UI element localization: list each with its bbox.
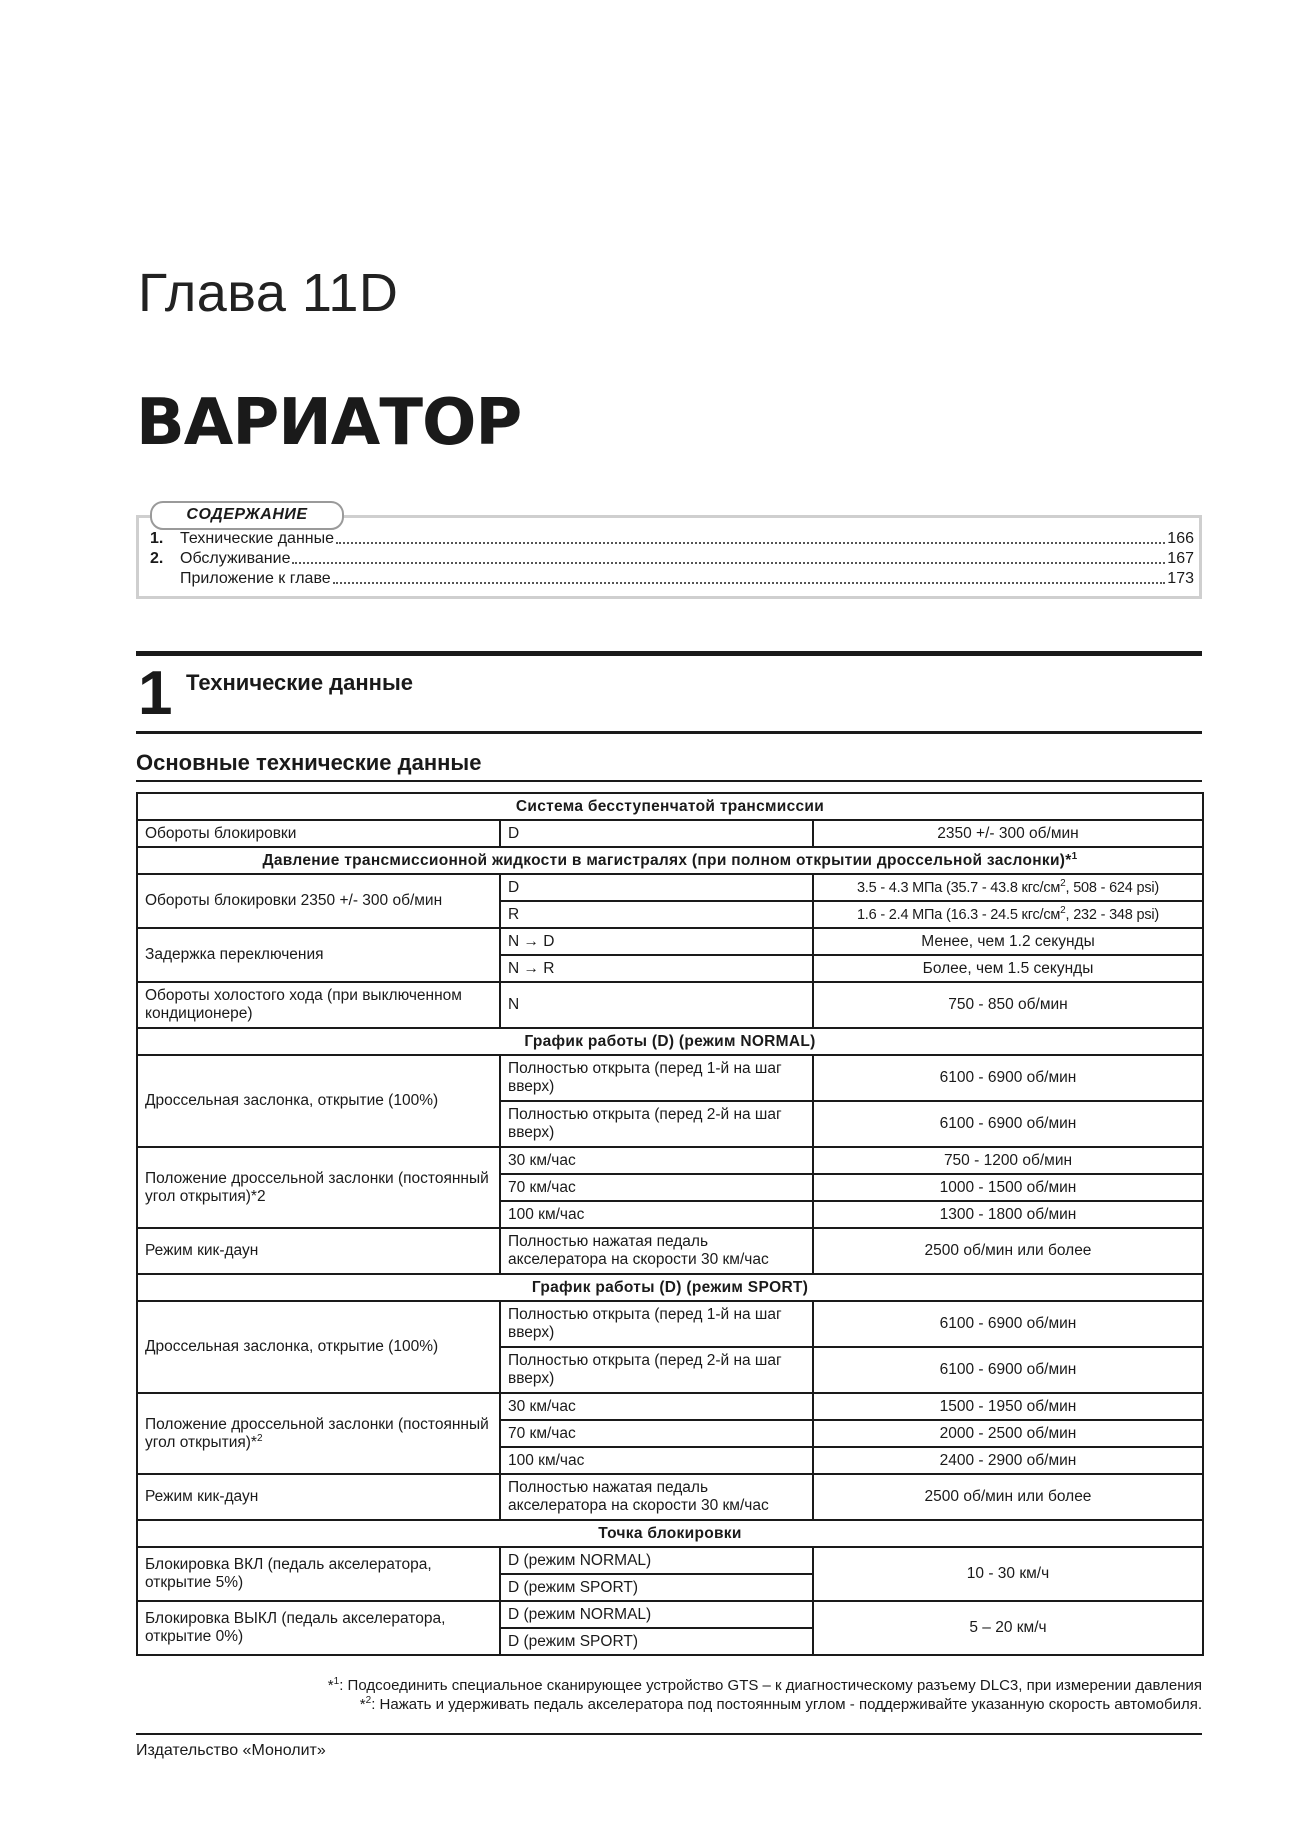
table-group-header: График работы (D) (режим SPORT) [137,1274,1203,1301]
footnote-text: : Подсоединить специальное сканирующее устройство GTS – к диагностическому разъему DLC3, при измерении давления [339,1677,1202,1694]
table-row [137,874,1203,901]
condition-cell: 70 км/час [500,1420,813,1447]
value-cell: 5 – 20 км/ч [813,1601,1203,1655]
chapter-heading: Глава 11D [138,263,399,323]
value-cell [813,901,1203,928]
spec-table [136,792,1204,1656]
condition-cell: 70 км/час [500,1174,813,1201]
section-number: 1 [138,659,173,728]
toc-item-label: Технические данные [180,530,335,547]
value-text: 1.6 - 2.4 МПа (16.3 - 24.5 кгс/см [856,906,1061,923]
param-text: Положение дроссельной заслонки (постоянный угол открытия)* [145,1415,489,1451]
toc-leader [333,569,1166,584]
condition-cell: N [500,982,813,1028]
value-cell: 1500 - 1950 об/мин [813,1393,1203,1420]
section-rule [136,731,1202,734]
footnote-text: : Нажать и удерживать педаль акселератора под постоянным углом - поддерживайте указанную скорость автомобиля. [371,1696,1202,1713]
footnote-mark: 2 [365,1695,372,1706]
value-cell: 750 - 850 об/мин [813,982,1203,1028]
publisher: Издательство «Монолит» [136,1742,326,1759]
table-row [137,1147,1203,1174]
table-group-header: Система бесступенчатой трансмиссии [137,793,1203,820]
condition-cell: 100 км/час [500,1447,813,1474]
param-cell: Дроссельная заслонка, открытие (100%) [137,1301,500,1393]
table-row [137,982,1203,1028]
table-row [137,1547,1203,1574]
footnote-mark: 2 [256,1432,263,1444]
condition-cell: D [500,874,813,901]
header-text: Давление трансмиссионной жидкости в магистралях (при полном открытии дроссельной заслонки)* [262,851,1072,869]
param-cell: Дроссельная заслонка, открытие (100%) [137,1055,500,1147]
table-group-header: Точка блокировки [137,1520,1203,1547]
table-row [137,1028,1203,1055]
value-cell: 6100 - 6900 об/мин [813,1055,1203,1101]
value-cell: 2000 - 2500 об/мин [813,1420,1203,1447]
toc-item[interactable] [150,529,1194,549]
footnote: *$^1$: Подсоединить специальное сканирующее устройство GTS – к диагностическому разъему DLC3, при измерении давления [327,1676,1202,1694]
table-row [137,1393,1203,1420]
table-row [137,1301,1203,1347]
condition-cell: 30 км/час [500,1147,813,1174]
toc-item-label: Обслуживание [180,550,291,567]
param-cell: Задержка переключения [137,928,500,982]
param-cell: Обороты блокировки 2350 +/- 300 об/мин [137,874,500,928]
condition-cell: D (режим NORMAL) [500,1601,813,1628]
toc-tab: СОДЕРЖАНИЕ [150,501,344,530]
value-cell: 2500 об/мин или более [813,1474,1203,1520]
toc-item-page: 166 [1167,530,1194,547]
page-title: ВАРИАТОР [136,386,522,460]
toc-item-number: 2. [150,550,164,567]
table-row [137,1228,1203,1274]
value-text: 3.5 - 4.3 МПа (35.7 - 43.8 кгс/см [856,879,1061,896]
param-cell: Режим кик-даун [137,1228,500,1274]
value-cell: 6100 - 6900 об/мин [813,1347,1203,1393]
table-group-header: График работы (D) (режим NORMAL) [137,1028,1203,1055]
condition-cell: Полностью открыта (перед 1-й на шаг вверх) [500,1301,813,1347]
condition-cell: D (режим SPORT) [500,1628,813,1655]
condition-cell: Полностью открыта (перед 2-й на шаг вверх) [500,1347,813,1393]
condition-cell: Полностью открыта (перед 2-й на шаг вверх) [500,1101,813,1147]
toc-leader [336,529,1165,544]
condition-cell: N → D [500,928,813,955]
condition-cell: D (режим SPORT) [500,1574,813,1601]
table-row [137,1274,1203,1301]
value-cell: 750 - 1200 об/мин [813,1147,1203,1174]
toc-item-page: 167 [1167,550,1194,567]
param-cell [137,1393,500,1474]
section-title: Технические данные [186,670,413,695]
condition-cell: R [500,901,813,928]
section-rule [136,651,1202,656]
subsection-title: Основные технические данные [136,750,482,775]
toc-item[interactable] [150,549,1194,569]
footnotes [136,1676,1202,1714]
param-cell: Режим кик-даун [137,1474,500,1520]
table-row [137,1474,1203,1520]
footnote: *$^2$: Нажать и удерживать педаль акселератора под постоянным углом - поддерживайте указанную скорость автомобиля. [359,1695,1202,1713]
footnote-mark: 1 [1071,850,1078,862]
table-group-header [137,847,1203,874]
toc-item-number: 1. [150,530,164,547]
table-row [137,793,1203,820]
footer-rule [136,1733,1202,1735]
value-cell: Менее, чем 1.2 секунды [813,928,1203,955]
table-row [137,820,1203,847]
condition-cell: D (режим NORMAL) [500,1547,813,1574]
table-row [137,1520,1203,1547]
toc-item-label: Приложение к главе [180,570,331,587]
toc-item[interactable] [150,569,1194,589]
subsection-rule [136,780,1202,782]
toc-item-page: 173 [1167,570,1194,587]
condition-cell: Полностью нажатая педаль акселератора на скорости 30 км/час [500,1228,813,1274]
value-cell: 2400 - 2900 об/мин [813,1447,1203,1474]
value-cell [813,874,1203,901]
param-cell: Обороты холостого хода (при выключенном кондиционере) [137,982,500,1028]
condition-cell: 30 км/час [500,1393,813,1420]
footnote-mark: 1 [333,1676,340,1687]
value-cell: Более, чем 1.5 секунды [813,955,1203,982]
superscript: 2 [1060,904,1066,916]
condition-cell: 100 км/час [500,1201,813,1228]
value-cell: 1000 - 1500 об/мин [813,1174,1203,1201]
condition-cell: Полностью открыта (перед 1-й на шаг вверх) [500,1055,813,1101]
value-text: , 232 - 348 psi) [1065,906,1160,923]
condition-cell: Полностью нажатая педаль акселератора на скорости 30 км/час [500,1474,813,1520]
table-row [137,1055,1203,1101]
param-cell: Положение дроссельной заслонки (постоянный угол открытия)*2 [137,1147,500,1228]
value-cell: 10 - 30 км/ч [813,1547,1203,1601]
table-row [137,1601,1203,1628]
value-text: , 508 - 624 psi) [1065,879,1160,896]
superscript: 2 [1060,877,1066,889]
table-row [137,847,1203,874]
value-cell: 6100 - 6900 об/мин [813,1101,1203,1147]
value-cell: 2350 +/- 300 об/мин [813,820,1203,847]
condition-cell: N → R [500,955,813,982]
param-cell: Блокировка ВЫКЛ (педаль акселератора, открытие 0%) [137,1601,500,1655]
value-cell: 1300 - 1800 об/мин [813,1201,1203,1228]
toc-item-number [150,569,180,589]
table-row [137,928,1203,955]
param-cell: Блокировка ВКЛ (педаль акселератора, открытие 5%) [137,1547,500,1601]
value-cell: 6100 - 6900 об/мин [813,1301,1203,1347]
toc-leader [292,549,1165,564]
value-cell: 2500 об/мин или более [813,1228,1203,1274]
condition-cell: D [500,820,813,847]
param-cell: Обороты блокировки [137,820,500,847]
